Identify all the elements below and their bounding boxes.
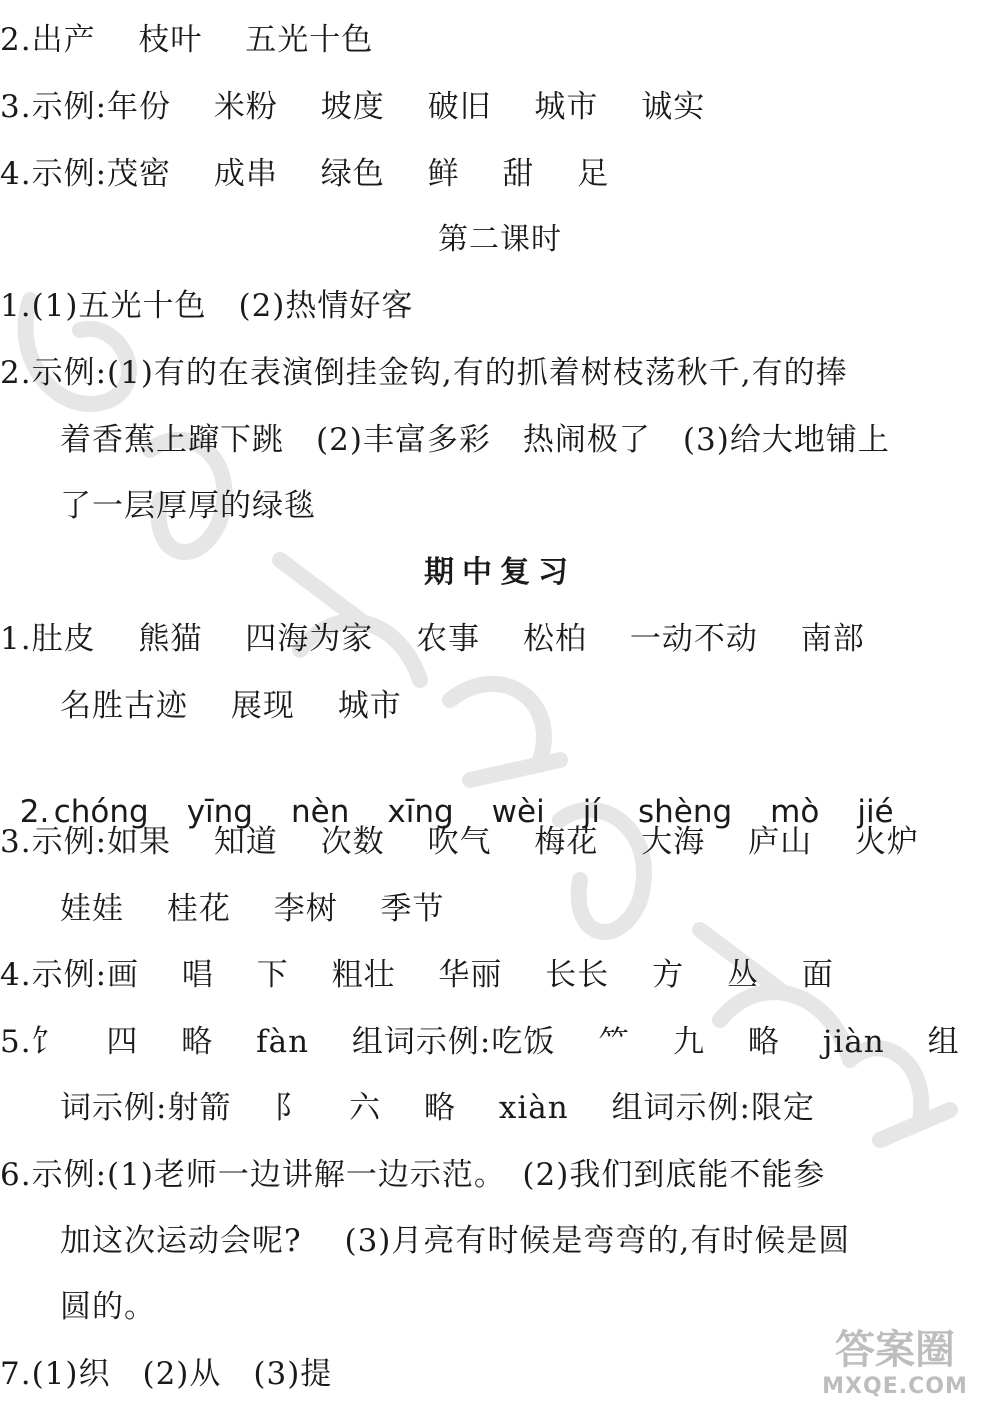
answer-line-continued: 了一层厚厚的绿毯 <box>60 488 316 524</box>
pinyin-word: xīng <box>387 794 454 830</box>
pinyin-word: jié <box>857 794 894 830</box>
answer-line-continued: 娃娃 桂花 李树 季节 <box>60 891 445 927</box>
answer-line-continued: 圆的。 <box>60 1289 156 1325</box>
pinyin-word: mò <box>770 794 820 830</box>
answer-line: 1.(1)五光十色 (2)热情好客 <box>0 288 414 324</box>
section-heading: 期中复习 <box>424 555 576 590</box>
pinyin-line <box>0 752 1000 830</box>
logo-title: 答案圈 <box>835 1327 955 1373</box>
answer-line: 2.示例:(1)有的在表演倒挂金钩,有的抓着树枝荡秋千,有的捧 <box>0 355 848 391</box>
answer-line-continued: 着香蕉上蹿下跳 (2)丰富多彩 热闹极了 (3)给大地铺上 <box>60 422 890 458</box>
answer-line-continued: 词示例:射箭 阝 六 略 xiàn 组词示例:限定 <box>60 1090 816 1126</box>
item-number: 2. <box>19 794 50 830</box>
pinyin-word: yīng <box>186 794 253 830</box>
section-subheading: 第二课时 <box>438 222 562 257</box>
answer-line-continued: 加这次运动会呢? (3)月亮有时候是弯弯的,有时候是圆 <box>60 1223 851 1259</box>
answer-line: 4.示例:画 唱 下 粗壮 华丽 长长 方 丛 面 <box>0 957 834 993</box>
answer-line: 3.示例:年份 米粉 坡度 破旧 城市 诚实 <box>0 89 706 125</box>
answer-line: 6.示例:(1)老师一边讲解一边示范。 (2)我们到底能不能参 <box>0 1157 826 1193</box>
pinyin-word: chóng <box>53 794 149 830</box>
site-logo <box>800 1327 990 1407</box>
answer-line: 5.饣 四 略 fàn 组词示例:吃饭 ⺮ 九 略 jiàn 组 <box>0 1024 960 1060</box>
answer-line-continued: 名胜古迹 展现 城市 <box>60 688 402 724</box>
answer-line: 1.肚皮 熊猫 四海为家 农事 松柏 一动不动 南部 <box>0 621 865 657</box>
answer-line: 4.示例:茂密 成串 绿色 鲜 甜 足 <box>0 156 610 192</box>
pinyin-word: jí <box>582 794 600 830</box>
logo-url: MXQE.COM <box>822 1374 968 1399</box>
answer-line: 3.示例:如果 知道 次数 吹气 梅花 大海 庐山 火炉 <box>0 824 919 860</box>
answer-line: 7.(1)织 (2)从 (3)提 <box>0 1356 333 1392</box>
pinyin-word: nèn <box>291 794 350 830</box>
pinyin-word: wèi <box>491 794 545 830</box>
pinyin-word: shèng <box>637 794 733 830</box>
answer-line: 2.出产 枝叶 五光十色 <box>0 22 374 58</box>
